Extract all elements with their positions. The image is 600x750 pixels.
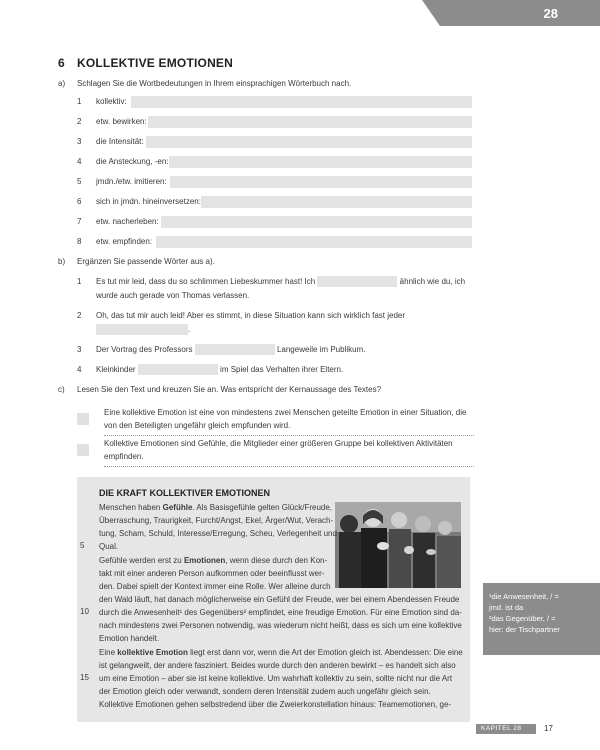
vocab-row-7 — [77, 216, 472, 228]
item-number: 7 — [77, 217, 82, 226]
item-number: 1 — [77, 97, 82, 106]
sentence-text: . — [188, 325, 191, 334]
text-line: Emotion handelt. — [99, 634, 160, 643]
vocab-row-2 — [77, 116, 472, 128]
choice-text — [104, 405, 474, 436]
vocab-row-4 — [77, 156, 472, 168]
sentence-4 — [96, 363, 476, 377]
answer-field[interactable] — [161, 216, 472, 228]
sentence-text: Kleinkinder — [96, 365, 136, 374]
vocab-row-8 — [77, 236, 472, 248]
line-number: 10 — [80, 607, 89, 616]
sentence-1 — [96, 275, 476, 303]
text-line: um eine Emotion – aber sie ist keine kollektive. Um wahrhaft kollektiv zu sein, sollte nicht nur die Art — [99, 674, 453, 683]
item-number: 1 — [77, 277, 82, 286]
photo-applauding-audience — [335, 502, 461, 588]
text-line: durch die Anwesenheit¹ des Gegenübers² empfindet, eine freudige Emotion. Für eine Emotion sind da- — [99, 608, 462, 617]
page-tab — [422, 0, 600, 26]
answer-field[interactable] — [170, 176, 472, 188]
item-number: 4 — [77, 365, 82, 374]
text-line — [99, 502, 332, 513]
item-number: 6 — [77, 197, 82, 206]
text-run: Eine — [99, 648, 118, 657]
vocab-row-3 — [77, 136, 472, 148]
part-b-instruction: Ergänzen Sie passende Wörter aus a). — [77, 257, 215, 266]
vocab-term: etw. nacherleben: — [96, 217, 159, 226]
part-c-instruction: Lesen Sie den Text und kreuzen Sie an. Was entspricht der Kernaussage des Textes? — [77, 385, 382, 394]
sentence-text: Es tut mir leid, dass du so schlimmen Liebeskummer hast! Ich — [96, 277, 316, 286]
text-line: Überraschung, Traurigkeit, Furcht/Angst, Ekel, Ärger/Wut, Verach- — [99, 516, 334, 525]
answer-field[interactable] — [148, 116, 472, 128]
blank-field[interactable] — [138, 364, 218, 375]
keyword-kollektive-emotion: kollektive Emotion — [117, 648, 188, 657]
sentence-text: Langeweile im Publikum. — [276, 345, 366, 354]
footnote-box — [483, 583, 600, 655]
text-line: tung, Scham, Schuld, Interesse/Erregung, Scheu, Verlegenheit und — [99, 529, 337, 538]
chapter-label: KAPITEL 28 — [481, 725, 522, 732]
choice-text — [104, 436, 474, 467]
text-line: ist gelangweilt, der andere fasziniert. Beides wurde durch den anderen bewirkt – es handelt sich also — [99, 661, 456, 670]
text-line: Kollektive Emotionen gehen selbstredend über die Zweierkonstellation hinaus: Teamemotionen, ge- — [99, 700, 452, 709]
sentence-3 — [96, 343, 476, 357]
exercise-title: KOLLEKTIVE EMOTIONEN — [77, 56, 234, 70]
blank-field[interactable] — [96, 324, 191, 335]
exercise-number: 6 — [58, 56, 65, 70]
sentence-text: Der Vortrag des Professors — [96, 345, 193, 354]
footnote-line: jmd. ist da — [489, 603, 524, 612]
sentence-text: wurde auch gerade von Thomas verlassen. — [96, 291, 250, 300]
part-a-instruction: Schlagen Sie die Wortbedeutungen in Ihrem einsprachigen Wörterbuch nach. — [77, 79, 352, 88]
choice-line: von den Beteiligten ungefähr gleich empfunden wird. — [104, 421, 291, 430]
line-number: 15 — [80, 673, 89, 682]
choice-line: Kollektive Emotionen sind Gefühle, die Mitglieder einer größeren Gruppe bei kollektiven Aktivitäten — [104, 439, 453, 448]
sentence-text: ähnlich wie du, ich — [399, 277, 466, 286]
item-number: 3 — [77, 345, 82, 354]
vocab-term: jmdn./etw. imitieren: — [96, 177, 167, 186]
vocab-row-1 — [77, 96, 472, 108]
answer-field[interactable] — [169, 156, 472, 168]
text-line — [99, 555, 327, 566]
text-run: , wenn diese durch den Kon- — [225, 556, 328, 565]
footer-page-number: 17 — [544, 724, 553, 733]
item-number: 3 — [77, 137, 82, 146]
answer-field[interactable] — [146, 136, 472, 148]
footnote-line: hier: der Tischpartner — [489, 625, 560, 634]
text-line: den. Dabei spielt der Kontext immer eine Rolle. Wer alleine durch — [99, 582, 331, 591]
vocab-row-5 — [77, 176, 472, 188]
text-line — [99, 647, 463, 658]
item-number: 8 — [77, 237, 82, 246]
answer-field[interactable] — [201, 196, 472, 208]
item-number: 4 — [77, 157, 82, 166]
text-line: nach mindestens zwei Personen notwendig, was wiederum nicht heißt, dass es sich um eine kollektive — [99, 621, 462, 630]
blank-field[interactable] — [317, 276, 397, 287]
choice-line: empfinden. — [104, 452, 144, 461]
page-number: 28 — [543, 6, 558, 21]
checkbox[interactable] — [77, 413, 89, 425]
reading-title: DIE KRAFT KOLLEKTIVER EMOTIONEN — [99, 488, 270, 498]
item-number: 2 — [77, 117, 82, 126]
part-c-label: c) — [58, 385, 65, 394]
vocab-row-6 — [77, 196, 472, 208]
blank-field[interactable] — [195, 344, 275, 355]
line-number: 5 — [80, 541, 85, 550]
item-number: 2 — [77, 311, 82, 320]
text-line: der Emotion gleich oder verwandt, sondern deren Intensität zudem auch ungefähr gleich sein. — [99, 687, 431, 696]
part-a-label: a) — [58, 79, 66, 88]
text-run: . Als Basisgefühle gelten Glück/Freude, — [192, 503, 333, 512]
vocab-term: die Intensität: — [96, 137, 144, 146]
checkbox[interactable] — [77, 444, 89, 456]
text-line: den Wald läuft, hat danach möglicherweise ein Gefühl der Freude, wer bei einem Abendessen Freude — [99, 595, 460, 604]
text-run: liegt erst dann vor, wenn die Art der Emotion gleich ist. Abendessen: Die eine — [187, 648, 463, 657]
vocab-term: etw. bewirken: — [96, 117, 147, 126]
text-line: Qual. — [99, 542, 119, 551]
keyword-emotionen: Emotionen — [183, 556, 226, 565]
sentence-text: im Spiel das Verhalten ihrer Eltern. — [220, 365, 344, 374]
answer-field[interactable] — [156, 236, 472, 248]
vocab-term: sich in jmdn. hineinversetzen: — [96, 197, 201, 206]
item-number: 5 — [77, 177, 82, 186]
choice-line: Eine kollektive Emotion ist eine von mindestens zwei Menschen geteilte Emotion in einer Situation, die — [104, 408, 467, 417]
text-line: takt mit einer anderen Person aufkommen oder beeinflusst wer- — [99, 569, 325, 578]
vocab-term: kollektiv: — [96, 97, 127, 106]
sentence-text: Oh, das tut mir auch leid! Aber es stimmt, in diese Situation kann sich wirklich fast jeder — [96, 311, 406, 320]
vocab-term: die Ansteckung, -en: — [96, 157, 169, 166]
footnote-line: ²das Gegenüber, / = — [489, 614, 556, 623]
vocab-term: etw. empfinden: — [96, 237, 153, 246]
footnote-line: ¹die Anwesenheit, / = — [489, 592, 559, 601]
text-run: Menschen haben — [99, 503, 163, 512]
answer-field[interactable] — [131, 96, 472, 108]
text-run: Gefühle werden erst zu — [99, 556, 184, 565]
sentence-2 — [96, 309, 476, 337]
part-b-label: b) — [58, 257, 66, 266]
keyword-gefuehle: Gefühle — [162, 503, 193, 512]
